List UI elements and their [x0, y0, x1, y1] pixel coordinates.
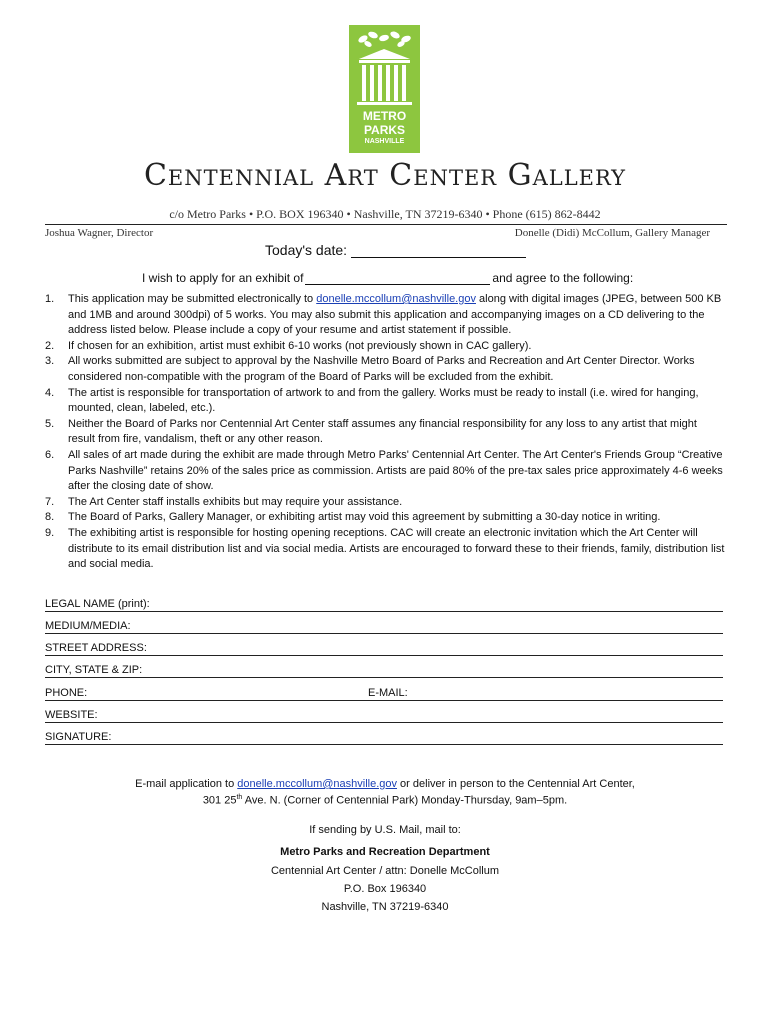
mail-pobox: P.O. Box 196340: [343, 883, 427, 895]
footer-text: Ave. N. (Corner of Centennial Park) Monday-Thursday, 9am–5pm.: [242, 794, 568, 807]
email-label: E-MAIL:: [368, 687, 408, 699]
term-text: If chosen for an exhibition, artist must exhibit 6-10 works (not previously shown in CAC gallery).: [68, 339, 532, 352]
mail-intro: If sending by U.S. Mail, mail to:: [309, 824, 461, 836]
terms-list: [45, 292, 725, 573]
gallery-title: Centennial Art Center Gallery: [143, 158, 627, 193]
metro-parks-logo: [349, 25, 420, 153]
director-name: Joshua Wagner, Director: [45, 227, 154, 239]
parthenon-icon: [349, 25, 420, 115]
medium-label: MEDIUM/MEDIA:: [45, 620, 131, 632]
term-text: The exhibiting artist is responsible for hosting opening receptions. CAC will create an electronic invitation which the Art Center will distribute to its email distribution list and via social media. Artists are encouraged to forward these to their friends, family, distribution list and social media.: [68, 526, 725, 571]
term-number: 3.: [45, 355, 55, 368]
signature-label: SIGNATURE:: [45, 731, 112, 743]
header-divider: [45, 224, 727, 225]
term-number: 4.: [45, 386, 55, 399]
term-item: [45, 339, 725, 355]
term-text: The Board of Parks, Gallery Manager, or exhibiting artist may void this agreement by submitting a 30-day notice in writing.: [68, 511, 661, 524]
logo-parks-text: PARKS: [363, 123, 406, 137]
term-text: The artist is responsible for transportation of artwork to and from the gallery. Works must be ready to install (i.e. wired for hanging, mounted, clean, labeled, etc.).: [68, 386, 699, 415]
medium-field[interactable]: [45, 618, 723, 634]
term-number: 2.: [45, 339, 55, 352]
term-number: 6.: [45, 448, 55, 461]
date-label: Today's date:: [265, 242, 348, 258]
term-text: Neither the Board of Parks nor Centennial Art Center staff assumes any financial responsibility for any loss to any artist that might result from fire, vandalism, theft or any other reason.: [68, 417, 697, 446]
website-field[interactable]: [45, 707, 723, 723]
logo-nashville-text: NASHVILLE: [364, 138, 405, 145]
exhibit-input-line[interactable]: [305, 272, 490, 285]
term-text: along with digital images (JPEG, between 500 KB and 1MB and around 300dpi) of 5 works. You may also submit this application and accompanying images on a CD delivering to the address listed below. Please include a copy of your resume and artist statement if possible.: [68, 293, 722, 337]
term-item: [45, 354, 725, 385]
apply-row: [142, 271, 633, 285]
term-number: 1.: [45, 293, 55, 305]
apply-prefix: I wish to apply for an exhibit of: [142, 271, 304, 285]
term-item: [45, 495, 725, 511]
footer-text: 301 25: [202, 794, 237, 807]
mail-department: Metro Parks and Recreation Department: [280, 846, 490, 858]
date-row: [265, 242, 526, 258]
signature-field[interactable]: [45, 729, 723, 745]
email-link[interactable]: donelle.mccollum@nashville.gov: [316, 293, 476, 305]
term-item: [45, 510, 725, 526]
website-label: WEBSITE:: [45, 709, 98, 721]
legal-name-field[interactable]: [45, 596, 723, 612]
footer-email-link[interactable]: donelle.mccollum@nashville.gov: [237, 778, 397, 790]
term-number: 9.: [45, 526, 55, 539]
footer-address-line: [0, 794, 770, 807]
term-item: [45, 386, 725, 417]
term-item: [45, 292, 725, 339]
city-state-zip-label: CITY, STATE & ZIP:: [45, 664, 143, 676]
street-address-field[interactable]: [45, 640, 723, 656]
logo-metro-text: METRO: [362, 109, 407, 123]
term-text: All works submitted are subject to approval by the Nashville Metro Board of Parks and Recreation and Art Center Director. Works considered non-compatible with the program of the Board of Parks will be excluded from the exhibit.: [68, 355, 695, 383]
footer-email-line: [0, 778, 770, 790]
footer-text: E-mail application to: [135, 778, 238, 790]
term-text: The Art Center staff installs exhibits but may require your assistance.: [68, 495, 403, 508]
city-state-zip-field[interactable]: [45, 662, 723, 678]
mail-city: Nashville, TN 37219-6340: [321, 901, 449, 913]
term-text: All sales of art made during the exhibit are made through Metro Parks' Centennial Art Center. The Art Center's Friends Group “Creative Parks Nashville” retains 20% of the sales price as commission. Artists are paid 80% of the pre-tax sales price approximately 4-6 weeks after the closing date of show.: [68, 448, 723, 493]
phone-email-row: [45, 685, 723, 701]
term-number: 7.: [45, 495, 55, 508]
footer-text: or deliver in person to the Centennial Art Center,: [397, 778, 635, 790]
mail-attn: Centennial Art Center / attn: Donelle McCollum: [270, 865, 500, 877]
term-item: [45, 526, 725, 573]
footer-superscript: th: [236, 794, 243, 801]
term-number: 5.: [45, 417, 55, 430]
term-text: This application may be submitted electronically to: [68, 293, 317, 305]
term-number: 8.: [45, 511, 55, 524]
street-address-label: STREET ADDRESS:: [45, 642, 147, 654]
address-line: c/o Metro Parks • P.O. BOX 196340 • Nashville, TN 37219-6340 • Phone (615) 862-8442: [169, 207, 601, 221]
legal-name-label: LEGAL NAME (print):: [45, 598, 150, 610]
manager-name: Donelle (Didi) McCollum, Gallery Manager: [514, 227, 710, 239]
apply-suffix: and agree to the following:: [492, 271, 634, 285]
term-item: [45, 448, 725, 495]
term-item: [45, 417, 725, 448]
phone-label: PHONE:: [45, 687, 88, 699]
date-input-line[interactable]: [351, 243, 526, 258]
